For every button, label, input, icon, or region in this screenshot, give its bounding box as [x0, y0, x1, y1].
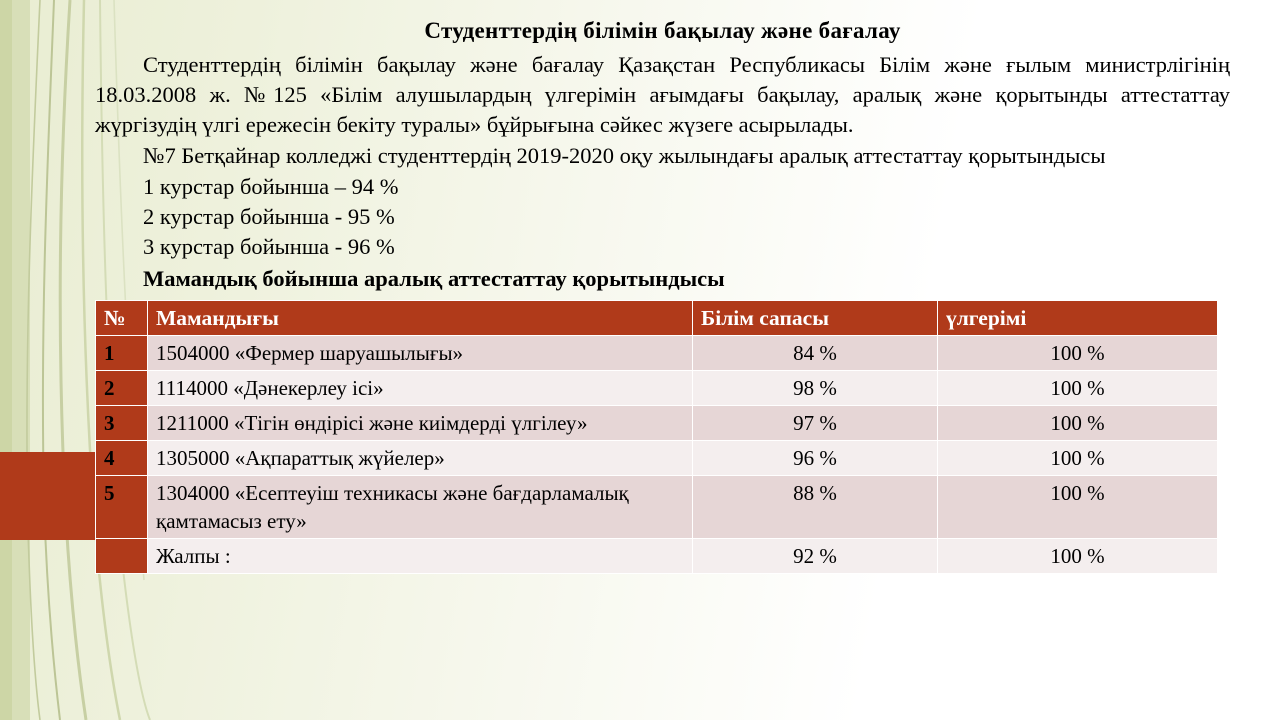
- row-specialty: 1504000 «Фермер шаруашылығы»: [148, 336, 693, 371]
- table-row-total: [96, 539, 1218, 574]
- row-performance: 100 %: [938, 476, 1218, 539]
- table-header-row: [96, 301, 1218, 336]
- column-header-performance: үлгерімі: [938, 301, 1218, 336]
- row-quality: 96 %: [693, 441, 938, 476]
- left-band-inner-stripe: [0, 0, 12, 720]
- course-result-line-3: 3 курстар бойынша - 96 %: [143, 234, 395, 259]
- row-number: 4: [96, 441, 148, 476]
- column-header-specialty: Мамандығы: [148, 301, 693, 336]
- row-number: 5: [96, 476, 148, 539]
- left-decorative-band: [0, 0, 30, 720]
- row-number: 3: [96, 406, 148, 441]
- row-number: 1: [96, 336, 148, 371]
- course-result-line-1: 1 курстар бойынша – 94 %: [143, 174, 399, 199]
- row-specialty: Жалпы :: [148, 539, 693, 574]
- table-row: [96, 476, 1218, 539]
- paragraph-regulation: Студенттердің білімін бақылау және бағалау Қазақстан Республикасы Білім және ғылым министрлігінің 18.03.2008 ж. №125 «Білім алушылардың үлгерімін ағымдағы бақылау, аралық және қорытынды аттестаттау жүргізудің үлгі ережесін бекіту туралы» бұйрығына сәйкес жүзеге асырылады.: [95, 52, 1230, 137]
- row-performance: 100 %: [938, 336, 1218, 371]
- row-performance: 100 %: [938, 371, 1218, 406]
- row-performance: 100 %: [938, 441, 1218, 476]
- row-quality: 98 %: [693, 371, 938, 406]
- table-row: [96, 406, 1218, 441]
- row-quality: 84 %: [693, 336, 938, 371]
- row-specialty: 1304000 «Есептеуіш техникасы және бағдарламалық қамтамасыз ету»: [148, 476, 693, 539]
- slide-content: [95, 18, 1230, 574]
- table-row: [96, 336, 1218, 371]
- course-result-line-2: 2 курстар бойынша - 95 %: [143, 204, 395, 229]
- page-title: Студенттердің білімін бақылау және бағалау: [424, 18, 901, 43]
- row-number: [96, 539, 148, 574]
- table-row: [96, 371, 1218, 406]
- row-number: 2: [96, 371, 148, 406]
- column-header-number: №: [96, 301, 148, 336]
- table-row: [96, 441, 1218, 476]
- row-quality: 88 %: [693, 476, 938, 539]
- table-caption: Мамандық бойынша аралық аттестаттау қорытындысы: [143, 266, 725, 291]
- row-specialty: 1114000 «Дәнекерлеу ісі»: [148, 371, 693, 406]
- row-performance: 100 %: [938, 539, 1218, 574]
- row-quality: 92 %: [693, 539, 938, 574]
- results-table: [95, 300, 1218, 574]
- row-specialty: 1305000 «Ақпараттық жүйелер»: [148, 441, 693, 476]
- column-header-quality: Білім сапасы: [693, 301, 938, 336]
- paragraph-college-results: №7 Бетқайнар колледжі студенттердің 2019-2020 оқу жылындағы аралық аттестаттау қорытындысы: [143, 143, 1106, 168]
- row-quality: 97 %: [693, 406, 938, 441]
- row-specialty: 1211000 «Тігін өндірісі және киімдерді үлгілеу»: [148, 406, 693, 441]
- row-performance: 100 %: [938, 406, 1218, 441]
